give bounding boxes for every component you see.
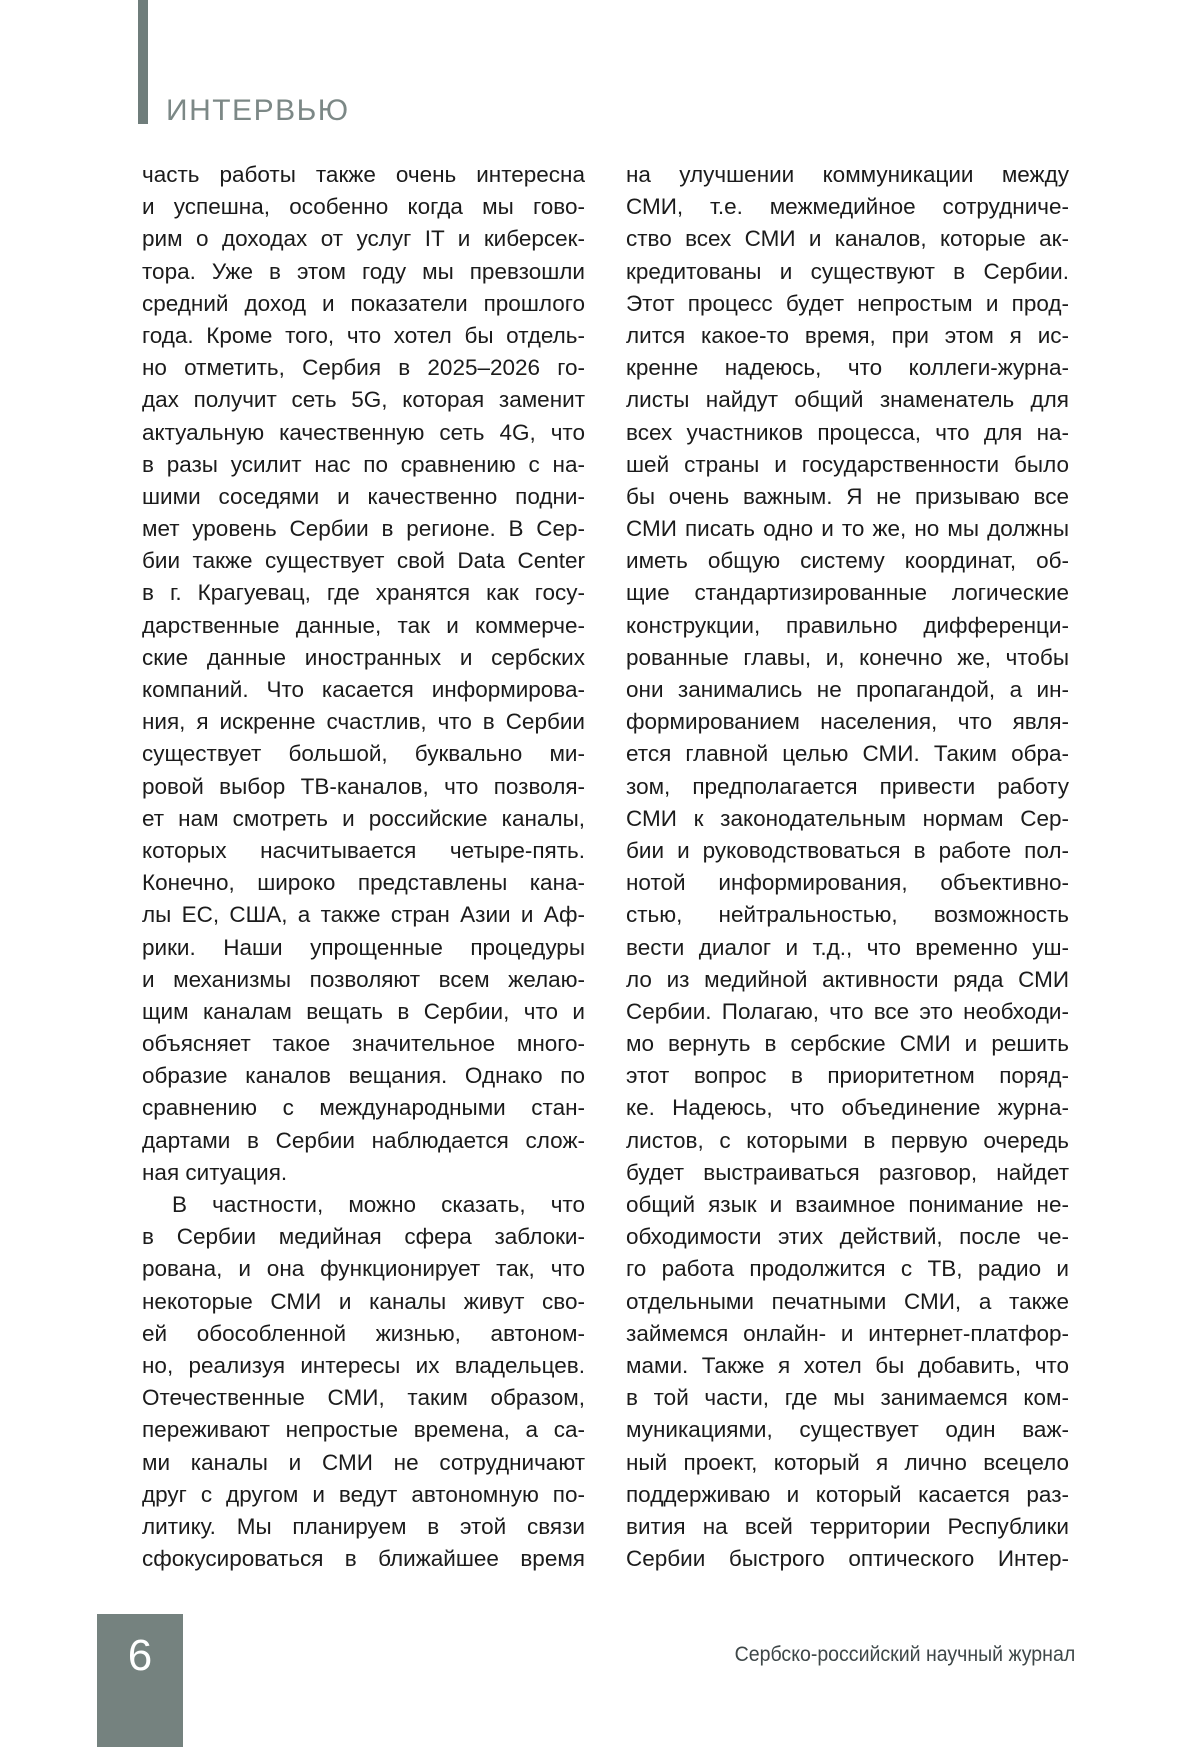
- text-line: дарственные данные, так и коммерче-: [142, 612, 585, 638]
- text-line: сфокусироваться в ближайшее время: [142, 1546, 585, 1572]
- text-line: Отечественные СМИ, таким образом,: [142, 1385, 585, 1411]
- text-line: но, реализуя интересы их владельцев.: [142, 1352, 585, 1378]
- text-line: Этот процесс будет непростым и прод-: [626, 290, 1069, 316]
- text-line: нотой информирования, объективно-: [626, 870, 1069, 896]
- text-line: лится какое-то время, при этом я ис-: [626, 322, 1069, 348]
- left-column: [142, 159, 585, 1575]
- text-line: щим каналам вещать в Сербии, что и: [142, 998, 585, 1024]
- text-line: вести диалог и т.д., что временно уш-: [626, 934, 1069, 960]
- text-line: сравнению с международными стан-: [142, 1095, 585, 1121]
- text-line: ей обособленной жизнью, автоном-: [142, 1320, 585, 1346]
- text-line: некоторые СМИ и каналы живут сво-: [142, 1288, 585, 1314]
- text-line: ми каналы и СМИ не сотрудничают: [142, 1449, 585, 1475]
- page-number-box: [97, 1614, 183, 1747]
- text-line: этот вопрос в приоритетном поряд-: [626, 1063, 1069, 1089]
- text-line: мо вернуть в сербские СМИ и решить: [626, 1031, 1069, 1057]
- text-line: Сербии быстрого оптического Интер-: [626, 1546, 1069, 1572]
- text-line: ная ситуация.: [142, 1159, 288, 1185]
- text-line: СМИ, т.е. межмедийное сотрудниче-: [626, 194, 1069, 220]
- text-line: ния, я искренне счастлив, что в Сербии: [142, 709, 585, 735]
- text-line: СМИ писать одно и то же, но мы должны: [626, 516, 1069, 542]
- text-line: зом, предполагается привести работу: [626, 773, 1069, 799]
- section-accent-bar: [138, 0, 148, 124]
- section-heading: ИНТЕРВЬЮ: [166, 94, 350, 127]
- text-line: объясняет такое значительное много-: [142, 1031, 585, 1057]
- text-line: мами. Также я хотел бы добавить, что: [626, 1352, 1069, 1378]
- text-line: в той части, где мы занимаемся ком-: [626, 1385, 1069, 1411]
- text-line: и успешна, особенно когда мы гово-: [142, 194, 585, 220]
- text-line: рованные главы, и, конечно же, чтобы: [626, 644, 1069, 670]
- text-line: лы ЕС, США, а также стран Азии и Аф-: [142, 902, 585, 928]
- text-line: шими соседями и качественно подни-: [142, 483, 585, 509]
- text-line: переживают непростые времена, а са-: [142, 1417, 585, 1443]
- text-line: листов, с которыми в первую очередь: [626, 1127, 1069, 1153]
- text-line: всех участников процесса, что для на-: [626, 419, 1069, 445]
- text-line: бии также существует свой Data Center: [142, 548, 585, 574]
- text-line: существует большой, буквально ми-: [142, 741, 585, 767]
- text-line: на улучшении коммуникации между: [626, 162, 1069, 187]
- text-line: ские данные иностранных и сербских: [142, 644, 585, 670]
- text-line: СМИ к законодательным нормам Сер-: [626, 805, 1069, 831]
- text-line: рим о доходах от услуг IT и киберсек-: [142, 226, 585, 252]
- text-line: формированием населения, что явля-: [626, 709, 1069, 735]
- text-line: конструкции, правильно дифференци-: [626, 612, 1069, 638]
- text-line: вития на всей территории Республики: [626, 1513, 1069, 1539]
- page-number: 6: [127, 1631, 153, 1680]
- text-line: в Сербии медийная сфера заблоки-: [142, 1224, 585, 1250]
- text-line: ет нам смотреть и российские каналы,: [142, 805, 585, 831]
- text-line: друг с другом и ведут автономную по-: [142, 1481, 585, 1507]
- text-line: В частности, можно сказать, что: [172, 1192, 585, 1217]
- text-line: ло из медийной активности ряда СМИ: [626, 966, 1069, 992]
- text-line: в г. Крагуевац, где хранятся как госу-: [142, 580, 585, 606]
- text-line: средний доход и показатели прошлого: [142, 290, 585, 316]
- text-line: листы найдут общий знаменатель для: [626, 387, 1069, 413]
- text-line: литику. Мы планируем в этой связи: [142, 1513, 585, 1539]
- text-line: кренне надеюсь, что коллеги-журна-: [626, 355, 1069, 381]
- right-column: [626, 159, 1069, 1575]
- text-line: в разы усилит нас по сравнению с на-: [142, 451, 585, 477]
- text-line: Конечно, широко представлены кана-: [142, 870, 585, 896]
- text-line: стью, нейтральностью, возможность: [626, 902, 1069, 928]
- text-line: образие каналов вещания. Однако по: [142, 1063, 585, 1089]
- text-line: будет выстраиваться разговор, найдет: [626, 1159, 1069, 1185]
- text-line: бы очень важным. Я не призываю все: [626, 483, 1069, 509]
- text-line: ется главной целью СМИ. Таким обра-: [626, 741, 1069, 767]
- text-line: бии и руководствоваться в работе пол-: [626, 837, 1069, 863]
- text-line: но отметить, Сербия в 2025–2026 го-: [142, 355, 585, 381]
- text-line: актуальную качественную сеть 4G, что: [142, 419, 585, 445]
- text-line: рики. Наши упрощенные процедуры: [142, 934, 585, 960]
- text-line: ровой выбор ТВ-каналов, что позволя-: [142, 773, 585, 799]
- text-line: общий язык и взаимное понимание не-: [626, 1192, 1069, 1217]
- journal-title: Сербско-российский научный журнал: [734, 1643, 1075, 1666]
- text-line: часть работы также очень интересна: [142, 162, 585, 187]
- text-line: дах получит сеть 5G, которая заменит: [142, 387, 585, 413]
- text-line: они занимались не пропагандой, а ин-: [626, 677, 1069, 702]
- text-line: щие стандартизированные логические: [626, 580, 1069, 606]
- text-line: отдельными печатными СМИ, а также: [626, 1288, 1069, 1314]
- text-line: которых насчитывается четыре-пять.: [142, 837, 585, 863]
- text-line: ке. Надеюсь, что объединение журна-: [626, 1095, 1069, 1121]
- text-line: шей страны и государственности было: [626, 451, 1069, 477]
- text-line: Сербии. Полагаю, что все это необходи-: [626, 998, 1069, 1024]
- text-line: тора. Уже в этом году мы превзошли: [142, 258, 585, 284]
- text-line: муникациями, существует один важ-: [626, 1417, 1069, 1443]
- article-body: [142, 159, 1069, 1575]
- text-line: поддерживаю и который касается раз-: [626, 1481, 1069, 1507]
- text-line: мет уровень Сербии в регионе. В Сер-: [142, 516, 585, 542]
- text-line: ный проект, который я лично всецело: [626, 1449, 1069, 1475]
- text-line: года. Кроме того, что хотел бы отдель-: [142, 322, 585, 348]
- text-line: го работа продолжится с ТВ, радио и: [626, 1256, 1069, 1282]
- text-line: компаний. Что касается информирова-: [142, 677, 585, 702]
- text-line: дартами в Сербии наблюдается слож-: [142, 1127, 585, 1153]
- text-line: и механизмы позволяют всем желаю-: [142, 966, 585, 992]
- text-line: рована, и она функционирует так, что: [142, 1256, 585, 1282]
- text-line: иметь общую систему координат, об-: [626, 548, 1069, 574]
- text-line: займемся онлайн- и интернет-платфор-: [626, 1320, 1069, 1346]
- text-line: ство всех СМИ и каналов, которые ак-: [626, 226, 1069, 252]
- text-line: кредитованы и существуют в Сербии.: [626, 258, 1069, 284]
- text-line: обходимости этих действий, после че-: [626, 1224, 1069, 1250]
